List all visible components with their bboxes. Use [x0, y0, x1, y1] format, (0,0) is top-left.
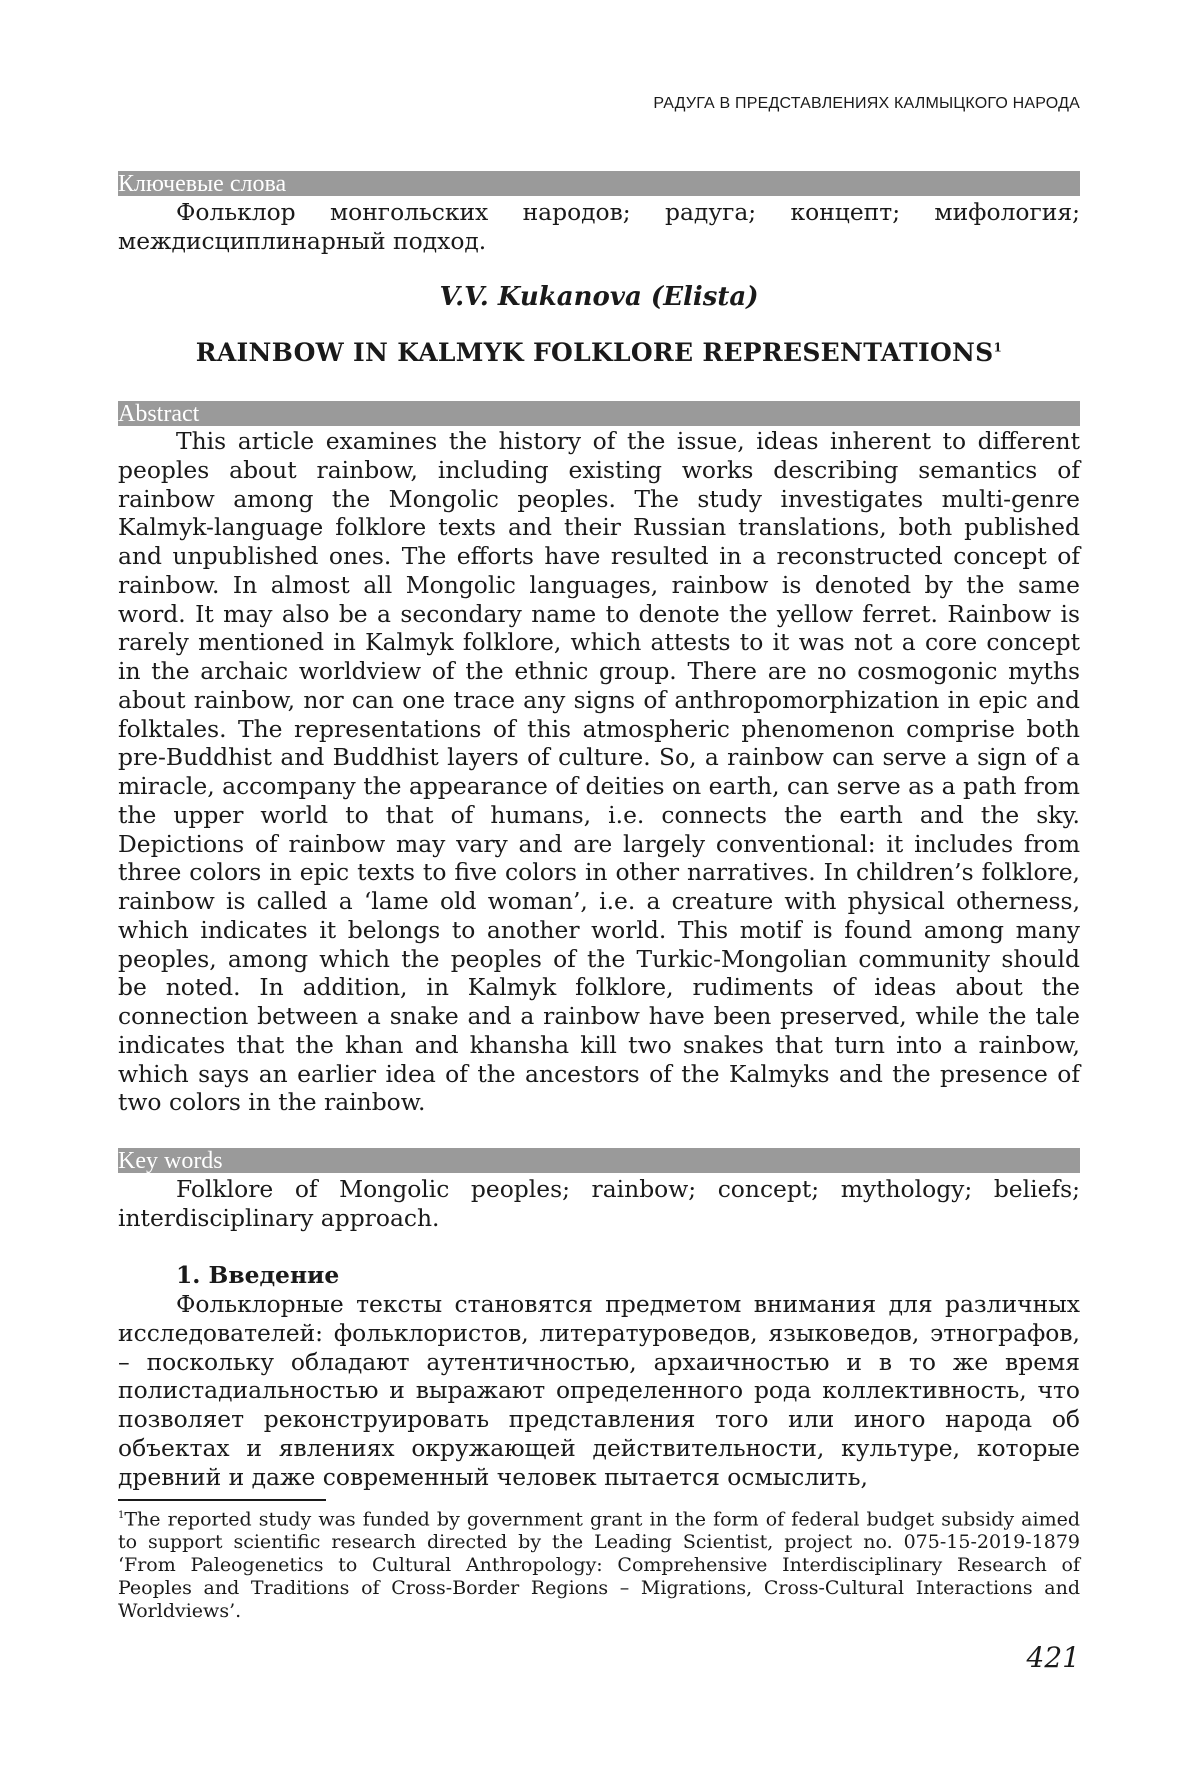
running-header: РАДУГА В ПРЕДСТАВЛЕНИЯХ КАЛМЫЦКОГО НАРОДА — [653, 95, 1080, 112]
section-text: Фольклорные тексты становятся предметом внимания для различных исследователей: фольклористов, литературоведов, языковедов, этнографов, – поскольку обладают аутентичностью, архаичностью и в то же время полистадиальностью и выражают определенного рода коллективность, что позволяет реконструировать представления того или иного народа об объектах и явлениях окружающей действительности, культуре, которые древний и даже современный человек пытается осмыслить, — [118, 1290, 1080, 1491]
ru-keywords-text: Фольклор монгольских народов; радуга; концепт; мифология; междисциплинарный подход. — [118, 198, 1080, 255]
title-footnote-mark: 1 — [993, 340, 1003, 355]
footnote-divider — [118, 1499, 326, 1501]
abstract-heading-bar — [118, 401, 1080, 426]
en-keywords-heading-bar — [118, 1148, 1080, 1173]
footnote — [118, 1505, 1080, 1622]
article-title-text: RAINBOW IN KALMYK FOLKLORE REPRESENTATIONS — [195, 338, 994, 367]
footnote-text: The reported study was funded by government grant in the form of federal budget subsidy aimed to support scientific research directed by the Leading Scientist, project no. 075-15-2019-1879 ‘From Paleogenetics to Cultural Anthropology: Comprehensive Interdisciplinary Research of Peoples and Traditions of Cross-Border Regions – Migrations, Cross-Cultural Interactions and Worldviews’. — [118, 1508, 1080, 1622]
abstract-heading: Abstract — [118, 401, 200, 427]
footnote-mark: 1 — [118, 1510, 125, 1521]
en-keywords-text: Folklore of Mongolic peoples; rainbow; concept; mythology; beliefs; interdisciplinary approach. — [118, 1175, 1080, 1232]
en-keywords-heading: Key words — [118, 1148, 223, 1174]
article-title — [118, 338, 1080, 367]
author-line: V.V. Kukanova (Elista) — [439, 282, 759, 312]
section-heading: 1. Введение — [176, 1261, 340, 1289]
ru-keywords-heading: Ключевые слова — [118, 171, 287, 197]
abstract-text: This article examines the history of the issue, ideas inherent to different peoples about rainbow, including existing works describing semantics of rainbow among the Mongolic peoples. The study investigates multi-genre Kalmyk-language folklore texts and their Russian translations, both published and unpublished ones. The efforts have resulted in a reconstructed concept of rainbow. In almost all Mongolic languages, rainbow is denoted by the same word. It may also be a secondary name to denote the yellow ferret. Rainbow is rarely mentioned in Kalmyk folklore, which attests to it was not a core concept in the archaic worldview of the ethnic group. There are no cosmogonic myths about rainbow, nor can one trace any signs of anthropomorphization in epic and folktales. The representations of this atmospheric phenomenon comprise both pre-Buddhist and Buddhist layers of culture. So, a rainbow can serve a sign of a miracle, accompany the appearance of deities on earth, can serve as a path from the upper world to that of humans, i.e. connects the earth and the sky. Depictions of rainbow may vary and are largely conventional: it includes from three colors in epic texts to five colors in other narratives. In children’s folklore, rainbow is called a ‘lame old woman’, i.e. a creature with physical otherness, which indicates it belongs to another world. This motif is found among many peoples, among which the peoples of the Turkic-Mongolian community should be noted. In addition, in Kalmyk folklore, rudiments of ideas about the connection between a snake and a rainbow have been preserved, while the tale indicates that the khan and khansha kill two snakes that turn into a rainbow, which says an earlier idea of the ancestors of the Kalmyks and the presence of two colors in the rainbow. — [118, 427, 1080, 1117]
page-number: 421 — [1026, 1641, 1080, 1674]
ru-keywords-heading-bar — [118, 171, 1080, 196]
